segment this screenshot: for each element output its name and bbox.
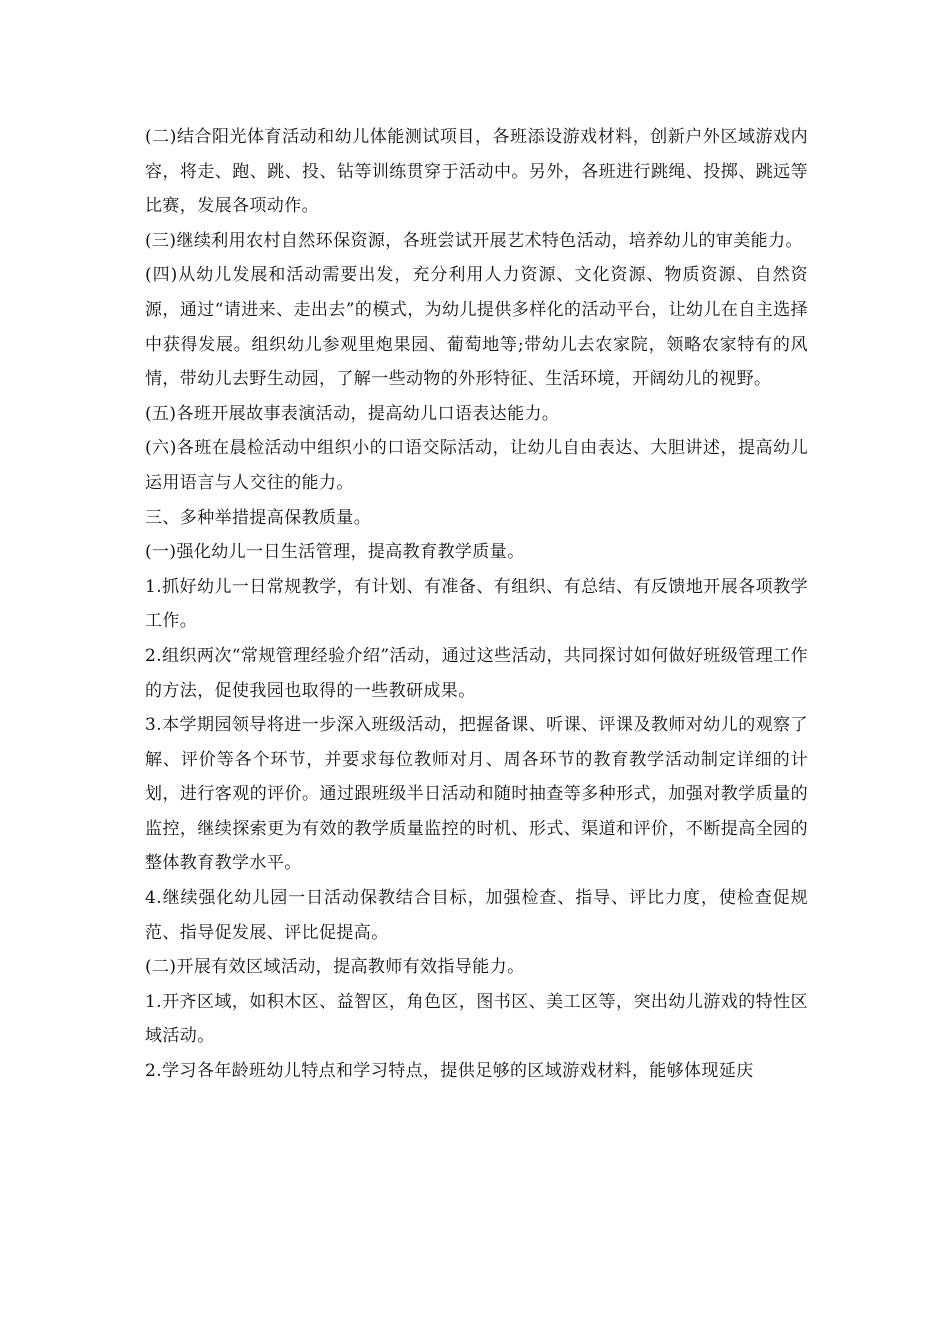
section-heading-3: 三、多种举措提高保教质量。 xyxy=(145,507,372,528)
subheading-daily-management: (一)强化幼儿一日生活管理，提高教育教学质量。 xyxy=(145,542,525,563)
list-item-1: 1.抓好幼儿一日常规教学，有计划、有准备、有组织、有总结、有反馈地开展各项教学工作。 xyxy=(145,576,808,632)
list-item-area-1: 1.开齐区域，如积木区、益智区，角色区，图书区、美工区等，突出幼儿游戏的特性区域活动。 xyxy=(145,991,808,1047)
list-item-4: 4.继续强化幼儿园一日活动保教结合目标，加强检查、指导、评比力度，使检查促规范、指导促发展、评比促提高。 xyxy=(145,888,808,943)
list-item-area-2: 2.学习各年龄班幼儿特点和学习特点，提供足够的区域游戏材料，能够体现延庆 xyxy=(145,1061,754,1082)
document-page xyxy=(145,120,808,1089)
paragraph-section-5: (五)各班开展故事表演活动，提高幼儿口语表达能力。 xyxy=(145,403,560,424)
list-item-2: 2.组织两次“常规管理经验介绍”活动，通过这些活动，共同探讨如何做好班级管理工作的方法，促使我园也取得的一些教研成果。 xyxy=(145,645,808,701)
list-item-3: 3.本学期园领导将进一步深入班级活动，把握备课、听课、评课及教师对幼儿的观察了解、评价等各个环节，并要求每位教师对月、周各环节的教育教学活动制定详细的计划，进行客观的评价。通过跟班级半日活动和随时抽查等多种形式，加强对教学质量的监控，继续探索更为有效的教学质量监控的时机、形式、渠道和评价，不断提高全园的整体教育教学水平。 xyxy=(145,715,808,874)
subheading-area-activities: (二)开展有效区域活动，提高教师有效指导能力。 xyxy=(145,957,525,978)
paragraph-section-2: (二)结合阳光体育活动和幼儿体能测试项目，各班添设游戏材料，创新户外区域游戏内容，将走、跑、跳、投、钻等训练贯穿于活动中。另外，各班进行跳绳、投掷、跳远等比赛，发展各项动作。 xyxy=(145,127,808,217)
paragraph-section-6: (六)各班在晨检活动中组织小的口语交际活动，让幼儿自由表达、大胆讲述，提高幼儿运用语言与人交往的能力。 xyxy=(145,438,808,493)
paragraph-section-4: (四)从幼儿发展和活动需要出发，充分利用人力资源、文化资源、物质资源、自然资源，通过“请进来、走出去”的模式，为幼儿提供多样化的活动平台，让幼儿在自主选择中获得发展。组织幼儿参观里炮果园、葡萄地等;带幼儿去农家院，领略农家特有的风情，带幼儿去野生动园，了解一些动物的外形特征、生活环境，开阔幼儿的视野。 xyxy=(145,265,808,390)
paragraph-section-3: (三)继续利用农村自然环保资源，各班尝试开展艺术特色活动，培养幼儿的审美能力。 xyxy=(145,230,803,251)
